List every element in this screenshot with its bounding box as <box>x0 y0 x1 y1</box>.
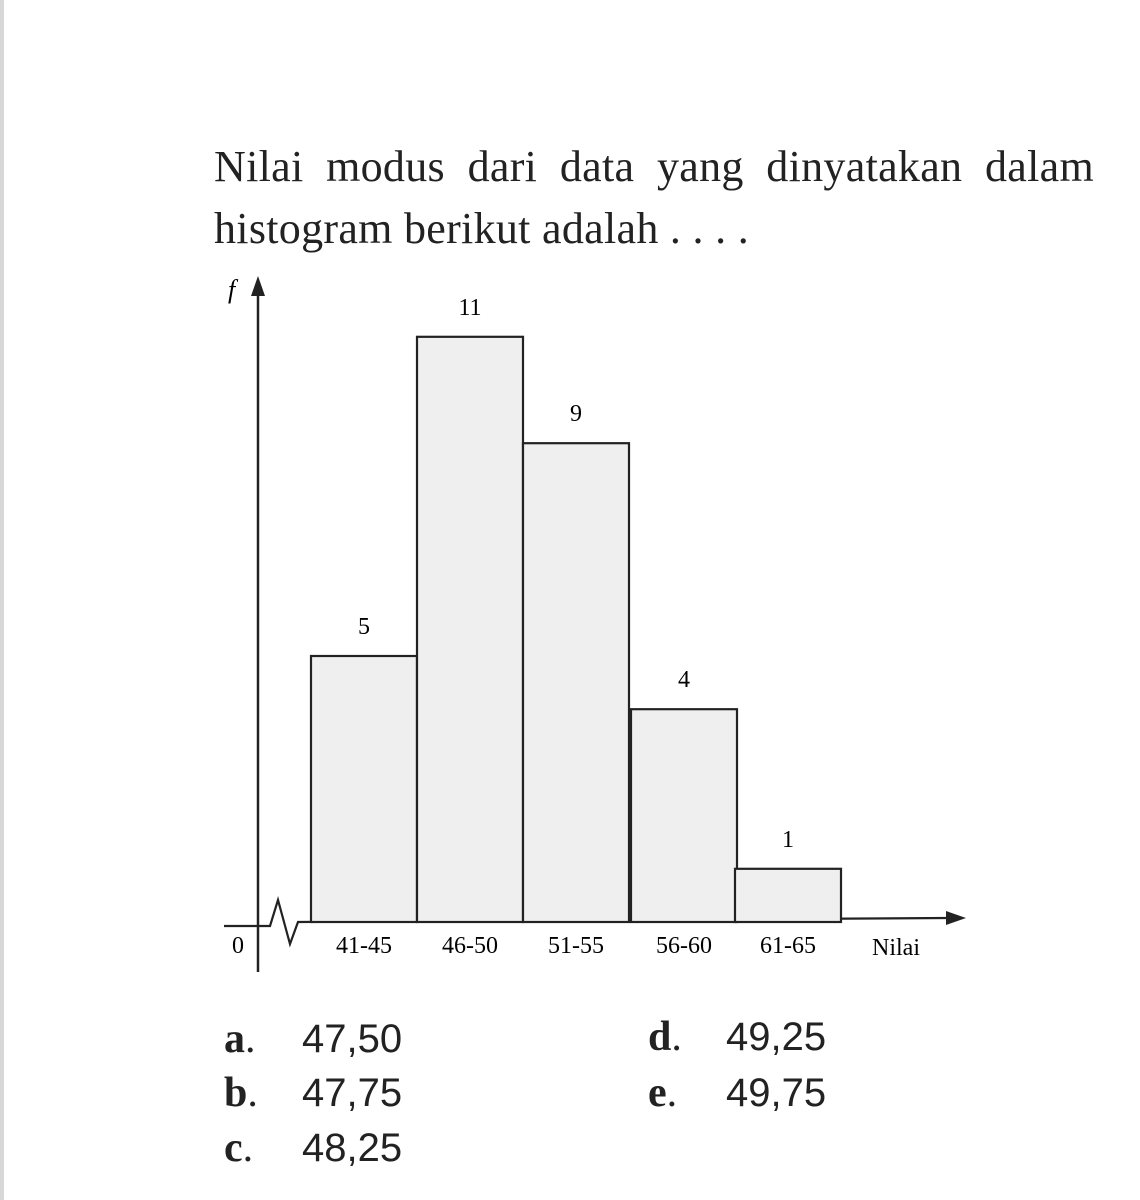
tick-label-56-60: 56-60 <box>656 933 712 959</box>
option-c-letter: c <box>224 1125 243 1171</box>
data-label-61-65: 1 <box>782 826 794 853</box>
option-c[interactable]: c. 48,25 <box>224 1125 403 1171</box>
x-axis-arrow-icon <box>946 911 966 925</box>
option-b[interactable]: b. 47,75 <box>224 1070 403 1116</box>
tick-label-46-50: 46-50 <box>442 933 498 959</box>
tick-label-41-45: 41-45 <box>336 933 392 959</box>
option-d-value: 49,25 <box>726 1015 827 1059</box>
bar-61-65 <box>735 869 841 922</box>
option-b-letter: b <box>224 1070 248 1116</box>
x-axis-label: Nilai <box>872 935 920 961</box>
option-b-value: 47,75 <box>302 1071 403 1115</box>
option-d-letter: d <box>648 1014 672 1060</box>
option-a-value: 47,50 <box>302 1017 403 1061</box>
bar-41-45 <box>311 656 417 922</box>
y-axis-arrow-icon <box>251 276 265 296</box>
option-a[interactable]: a. 47,50 <box>224 1016 403 1062</box>
bar-46-50 <box>417 337 523 922</box>
option-a-letter: a <box>224 1016 245 1062</box>
option-d[interactable]: d. 49,25 <box>648 1014 827 1060</box>
data-label-56-60: 4 <box>678 667 690 694</box>
origin-label: 0 <box>232 933 244 959</box>
option-e-value: 49,75 <box>726 1071 827 1115</box>
data-label-51-55: 9 <box>570 401 582 428</box>
y-axis-label: f <box>228 275 236 304</box>
tick-label-51-55: 51-55 <box>548 933 604 959</box>
option-e[interactable]: e. 49,75 <box>648 1070 827 1116</box>
option-c-value: 48,25 <box>302 1126 403 1170</box>
question-line-1: Nilai modus dari data yang dinyatakan dalam <box>214 142 1094 191</box>
tick-labels-group <box>336 933 816 959</box>
bar-51-55 <box>523 443 629 922</box>
option-e-letter: e <box>648 1070 667 1116</box>
question-line-2: histogram berikut adalah . . . . <box>214 204 750 253</box>
data-label-46-50: 11 <box>458 294 482 321</box>
data-label-41-45: 5 <box>358 614 370 640</box>
tick-label-61-65: 61-65 <box>760 933 816 959</box>
bar-56-60 <box>631 709 737 922</box>
